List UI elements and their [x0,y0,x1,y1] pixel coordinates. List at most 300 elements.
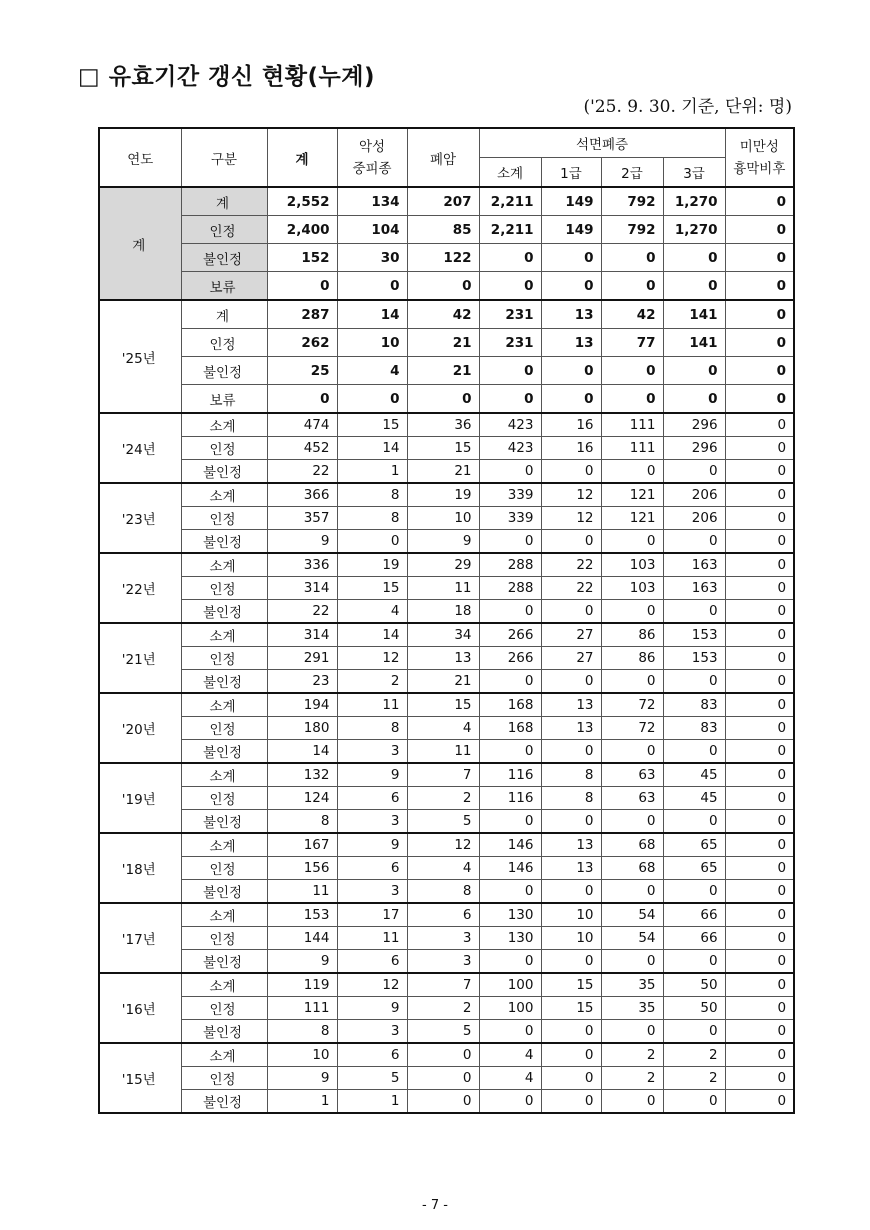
value-cell: 0 [725,272,794,301]
value-cell: 8 [267,810,337,834]
value-cell: 12 [541,483,601,507]
value-cell: 72 [601,717,663,740]
value-cell: 0 [663,810,725,834]
value-cell: 19 [407,483,479,507]
value-cell: 21 [407,460,479,484]
value-cell: 207 [407,187,479,216]
table-row [99,553,794,577]
category-cell: 소계 [181,693,267,717]
value-cell: 1 [267,1090,337,1114]
value-cell: 13 [407,647,479,670]
value-cell: 231 [479,329,541,357]
table-row [99,530,794,554]
category-cell: 인정 [181,329,267,357]
table-row [99,740,794,764]
value-cell: 2 [663,1043,725,1067]
value-cell: 0 [541,670,601,694]
table-row [99,600,794,624]
value-cell: 15 [337,413,407,437]
value-cell: 0 [541,1067,601,1090]
value-cell: 0 [541,810,601,834]
value-cell: 18 [407,600,479,624]
value-cell: 0 [541,740,601,764]
year-cell: '23년 [99,483,181,553]
year-cell: '15년 [99,1043,181,1113]
value-cell: 0 [725,600,794,624]
value-cell: 130 [479,927,541,950]
value-cell: 288 [479,577,541,600]
value-cell: 13 [541,857,601,880]
value-cell: 9 [267,1067,337,1090]
value-cell: 0 [725,577,794,600]
category-cell: 불인정 [181,600,267,624]
table-row [99,833,794,857]
value-cell: 314 [267,577,337,600]
value-cell: 0 [541,1020,601,1044]
table-row [99,483,794,507]
value-cell: 1,270 [663,187,725,216]
value-cell: 3 [407,950,479,974]
value-cell: 4 [407,717,479,740]
value-cell: 153 [267,903,337,927]
value-cell: 68 [601,857,663,880]
value-cell: 65 [663,857,725,880]
value-cell: 0 [479,385,541,414]
table-row [99,385,794,414]
value-cell: 180 [267,717,337,740]
year-cell: '16년 [99,973,181,1043]
value-cell: 0 [541,600,601,624]
value-cell: 0 [663,670,725,694]
value-cell: 22 [541,577,601,600]
value-cell: 0 [479,272,541,301]
value-cell: 153 [663,623,725,647]
value-cell: 0 [725,670,794,694]
value-cell: 0 [663,1020,725,1044]
table-row [99,460,794,484]
value-cell: 11 [337,927,407,950]
value-cell: 21 [407,329,479,357]
value-cell: 8 [541,763,601,787]
value-cell: 0 [725,460,794,484]
value-cell: 0 [407,1043,479,1067]
value-cell: 4 [479,1067,541,1090]
value-cell: 4 [479,1043,541,1067]
value-cell: 168 [479,693,541,717]
value-cell: 0 [725,740,794,764]
value-cell: 45 [663,763,725,787]
value-cell: 296 [663,413,725,437]
value-cell: 9 [337,763,407,787]
value-cell: 146 [479,833,541,857]
value-cell: 13 [541,693,601,717]
value-cell: 0 [267,272,337,301]
table-row [99,763,794,787]
value-cell: 0 [267,385,337,414]
value-cell: 6 [337,857,407,880]
table-row [99,717,794,740]
value-cell: 0 [725,693,794,717]
value-cell: 366 [267,483,337,507]
page-number: - 7 - [422,1198,448,1213]
value-cell: 111 [267,997,337,1020]
table-row [99,810,794,834]
value-cell: 0 [479,1020,541,1044]
value-cell: 121 [601,483,663,507]
value-cell: 6 [337,950,407,974]
year-cell: 계 [99,187,181,300]
value-cell: 66 [663,903,725,927]
value-cell: 10 [407,507,479,530]
category-cell: 불인정 [181,670,267,694]
year-cell: '21년 [99,623,181,693]
header-asbestosis-subtotal: 소계 [479,158,541,188]
category-cell: 소계 [181,1043,267,1067]
header-total: 계 [267,128,337,187]
category-cell: 불인정 [181,950,267,974]
value-cell: 0 [725,357,794,385]
category-cell: 불인정 [181,880,267,904]
category-cell: 인정 [181,927,267,950]
category-cell: 인정 [181,216,267,244]
value-cell: 6 [407,903,479,927]
table-row [99,950,794,974]
year-cell: '17년 [99,903,181,973]
value-cell: 0 [725,810,794,834]
value-cell: 30 [337,244,407,272]
value-cell: 0 [663,357,725,385]
value-cell: 11 [267,880,337,904]
value-cell: 63 [601,787,663,810]
value-cell: 83 [663,693,725,717]
year-cell: '24년 [99,413,181,483]
value-cell: 0 [725,1043,794,1067]
value-cell: 21 [407,357,479,385]
value-cell: 124 [267,787,337,810]
category-cell: 계 [181,300,267,329]
year-cell: '18년 [99,833,181,903]
value-cell: 2 [663,1067,725,1090]
value-cell: 314 [267,623,337,647]
value-cell: 77 [601,329,663,357]
header-grade-2: 2급 [601,158,663,188]
value-cell: 25 [267,357,337,385]
value-cell: 68 [601,833,663,857]
value-cell: 0 [663,530,725,554]
value-cell: 17 [337,903,407,927]
value-cell: 0 [407,1090,479,1114]
value-cell: 111 [601,437,663,460]
category-cell: 계 [181,187,267,216]
value-cell: 0 [663,1090,725,1114]
value-cell: 0 [725,413,794,437]
value-cell: 0 [601,272,663,301]
value-cell: 0 [601,357,663,385]
table-row [99,187,794,216]
value-cell: 452 [267,437,337,460]
value-cell: 16 [541,437,601,460]
category-cell: 불인정 [181,1090,267,1114]
table-row [99,997,794,1020]
value-cell: 0 [407,385,479,414]
value-cell: 4 [337,357,407,385]
table-row [99,973,794,997]
value-cell: 2 [407,997,479,1020]
value-cell: 15 [407,437,479,460]
asbestos-renewal-table [98,127,795,1114]
value-cell: 104 [337,216,407,244]
value-cell: 0 [601,600,663,624]
value-cell: 8 [337,483,407,507]
value-cell: 86 [601,647,663,670]
category-cell: 인정 [181,647,267,670]
value-cell: 2 [407,787,479,810]
value-cell: 0 [663,244,725,272]
value-cell: 0 [407,272,479,301]
value-cell: 13 [541,300,601,329]
date-unit-note: ('25. 9. 30. 기준, 단위: 명) [583,97,792,117]
table-row [99,787,794,810]
value-cell: 792 [601,187,663,216]
value-cell: 65 [663,833,725,857]
value-cell: 474 [267,413,337,437]
header-lung-cancer: 폐암 [407,128,479,187]
header-grade-3: 3급 [663,158,725,188]
category-cell: 불인정 [181,357,267,385]
category-cell: 인정 [181,997,267,1020]
value-cell: 9 [337,997,407,1020]
value-cell: 0 [663,740,725,764]
value-cell: 0 [725,1020,794,1044]
value-cell: 0 [601,740,663,764]
table-row [99,357,794,385]
value-cell: 149 [541,187,601,216]
value-cell: 7 [407,763,479,787]
table-row [99,577,794,600]
table-row [99,300,794,329]
value-cell: 0 [663,600,725,624]
value-cell: 16 [541,413,601,437]
table-row [99,1067,794,1090]
value-cell: 0 [725,950,794,974]
value-cell: 339 [479,483,541,507]
value-cell: 50 [663,973,725,997]
value-cell: 29 [407,553,479,577]
value-cell: 103 [601,577,663,600]
value-cell: 0 [479,950,541,974]
value-cell: 50 [663,997,725,1020]
value-cell: 0 [541,272,601,301]
value-cell: 42 [407,300,479,329]
category-cell: 불인정 [181,810,267,834]
table-row [99,903,794,927]
value-cell: 119 [267,973,337,997]
value-cell: 144 [267,927,337,950]
value-cell: 5 [407,1020,479,1044]
value-cell: 63 [601,763,663,787]
value-cell: 5 [337,1067,407,1090]
header-year: 연도 [99,128,181,187]
category-cell: 소계 [181,623,267,647]
category-cell: 불인정 [181,244,267,272]
value-cell: 0 [337,272,407,301]
value-cell: 0 [725,530,794,554]
value-cell: 8 [541,787,601,810]
value-cell: 122 [407,244,479,272]
value-cell: 0 [601,460,663,484]
value-cell: 0 [725,244,794,272]
value-cell: 22 [267,600,337,624]
value-cell: 45 [663,787,725,810]
value-cell: 6 [337,1043,407,1067]
value-cell: 8 [267,1020,337,1044]
value-cell: 0 [541,530,601,554]
value-cell: 0 [663,385,725,414]
category-cell: 인정 [181,1067,267,1090]
value-cell: 3 [337,1020,407,1044]
category-cell: 불인정 [181,530,267,554]
value-cell: 3 [337,740,407,764]
header-category: 구분 [181,128,267,187]
value-cell: 1 [337,460,407,484]
value-cell: 0 [479,460,541,484]
value-cell: 11 [407,740,479,764]
value-cell: 9 [267,950,337,974]
value-cell: 0 [725,483,794,507]
value-cell: 0 [725,1090,794,1114]
value-cell: 0 [725,880,794,904]
table-row [99,647,794,670]
value-cell: 1,270 [663,216,725,244]
table-row [99,244,794,272]
table-row [99,880,794,904]
table-row [99,927,794,950]
value-cell: 2,552 [267,187,337,216]
table-row [99,1043,794,1067]
value-cell: 0 [601,810,663,834]
value-cell: 134 [337,187,407,216]
value-cell: 2 [337,670,407,694]
value-cell: 13 [541,833,601,857]
value-cell: 0 [479,810,541,834]
value-cell: 0 [479,740,541,764]
value-cell: 6 [337,787,407,810]
value-cell: 0 [725,187,794,216]
value-cell: 0 [601,670,663,694]
value-cell: 12 [407,833,479,857]
value-cell: 423 [479,413,541,437]
value-cell: 3 [407,927,479,950]
table-row [99,857,794,880]
category-cell: 인정 [181,507,267,530]
value-cell: 13 [541,717,601,740]
value-cell: 0 [725,763,794,787]
value-cell: 0 [541,460,601,484]
value-cell: 130 [479,903,541,927]
category-cell: 소계 [181,973,267,997]
value-cell: 2,211 [479,216,541,244]
value-cell: 156 [267,857,337,880]
value-cell: 0 [663,950,725,974]
value-cell: 206 [663,483,725,507]
table-row [99,413,794,437]
table-row [99,623,794,647]
value-cell: 21 [407,670,479,694]
value-cell: 0 [479,530,541,554]
value-cell: 42 [601,300,663,329]
table-row [99,272,794,301]
value-cell: 85 [407,216,479,244]
category-cell: 불인정 [181,460,267,484]
value-cell: 0 [725,717,794,740]
value-cell: 0 [541,1043,601,1067]
value-cell: 66 [663,927,725,950]
value-cell: 36 [407,413,479,437]
value-cell: 0 [663,880,725,904]
value-cell: 3 [337,810,407,834]
value-cell: 35 [601,973,663,997]
value-cell: 0 [601,530,663,554]
value-cell: 54 [601,927,663,950]
value-cell: 266 [479,623,541,647]
table-row [99,216,794,244]
value-cell: 23 [267,670,337,694]
category-cell: 인정 [181,857,267,880]
value-cell: 100 [479,997,541,1020]
value-cell: 4 [407,857,479,880]
value-cell: 0 [479,880,541,904]
value-cell: 0 [407,1067,479,1090]
value-cell: 194 [267,693,337,717]
value-cell: 27 [541,623,601,647]
table-row [99,437,794,460]
value-cell: 0 [725,623,794,647]
value-cell: 0 [725,973,794,997]
category-cell: 소계 [181,553,267,577]
category-cell: 보류 [181,385,267,414]
category-cell: 인정 [181,437,267,460]
category-cell: 소계 [181,903,267,927]
value-cell: 0 [479,244,541,272]
value-cell: 19 [337,553,407,577]
header-grade-1: 1급 [541,158,601,188]
value-cell: 146 [479,857,541,880]
value-cell: 22 [541,553,601,577]
value-cell: 54 [601,903,663,927]
page-title: □ 유효기간 갱신 현황(누계) [78,64,375,90]
category-cell: 불인정 [181,740,267,764]
value-cell: 14 [337,623,407,647]
value-cell: 83 [663,717,725,740]
value-cell: 86 [601,623,663,647]
value-cell: 103 [601,553,663,577]
value-cell: 0 [541,385,601,414]
value-cell: 0 [725,553,794,577]
value-cell: 167 [267,833,337,857]
value-cell: 357 [267,507,337,530]
value-cell: 262 [267,329,337,357]
value-cell: 9 [407,530,479,554]
value-cell: 10 [541,927,601,950]
value-cell: 0 [725,927,794,950]
value-cell: 12 [337,973,407,997]
value-cell: 423 [479,437,541,460]
value-cell: 0 [725,385,794,414]
value-cell: 11 [337,693,407,717]
value-cell: 0 [725,903,794,927]
value-cell: 7 [407,973,479,997]
value-cell: 0 [725,787,794,810]
